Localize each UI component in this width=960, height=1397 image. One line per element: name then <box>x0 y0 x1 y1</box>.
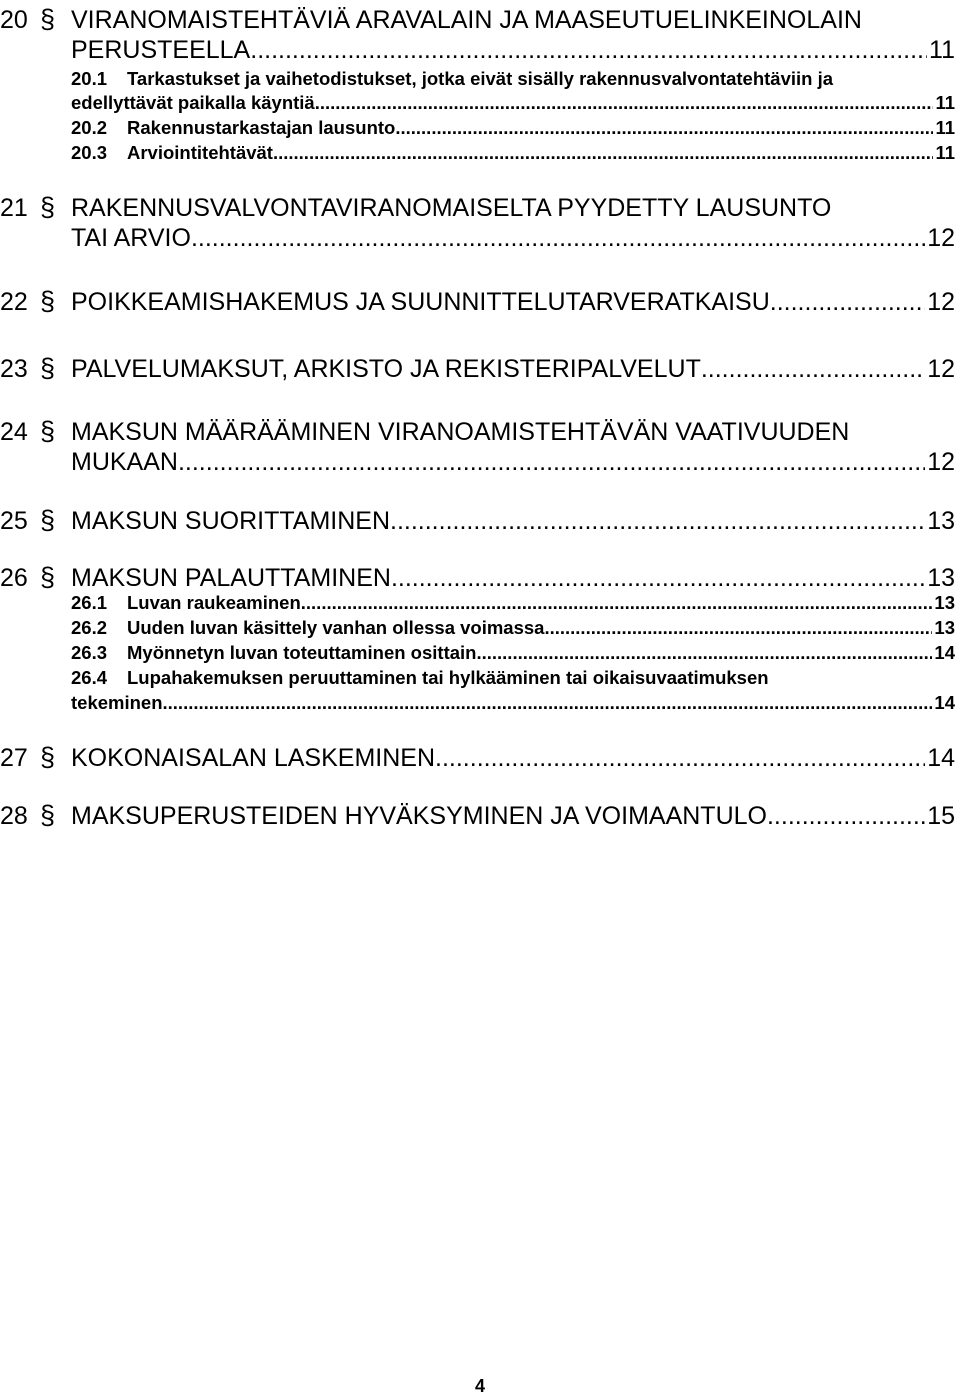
entry-title: MAKSUN MÄÄRÄÄMINEN VIRANOAMISTEHTÄVÄN VAATIVUUDEN <box>71 418 850 446</box>
section-sign-icon: § <box>40 353 56 383</box>
toc-entry-26-3[interactable] <box>71 642 955 664</box>
entry-title: VIRANOMAISTEHTÄVIÄ ARAVALAIN JA MAASEUTUELINKEINOLAIN <box>71 6 862 34</box>
toc-entry-26-1[interactable] <box>71 592 955 614</box>
page-ref: 15 <box>927 802 955 830</box>
entry-title: Lupahakemuksen peruuttaminen tai hylkääminen tai oikaisuvaatimuksen <box>127 667 769 688</box>
entry-title: MAKSUPERUSTEIDEN HYVÄKSYMINEN JA VOIMAANTULO <box>71 802 767 830</box>
dot-leader <box>435 744 925 773</box>
dot-leader <box>701 355 925 384</box>
dot-leader <box>476 642 932 664</box>
page-ref: 14 <box>934 642 955 663</box>
section-sign-icon: § <box>40 562 56 592</box>
section-number: 25 <box>0 507 28 535</box>
section-sign-icon: § <box>40 416 56 446</box>
entry-title-cont: edellyttävät paikalla käyntiä <box>71 92 315 113</box>
section-number: 20.1 <box>71 68 108 89</box>
section-sign-icon: § <box>40 742 56 772</box>
entry-title: Tarkastukset ja vaihetodistukset, jotka eivät sisälly rakennusvalvontatehtäviin ja <box>127 68 834 89</box>
toc-entry-26[interactable] <box>0 562 955 593</box>
toc-entry-22[interactable] <box>0 286 955 317</box>
section-number: 26 <box>0 564 28 592</box>
section-sign-icon: § <box>40 192 56 222</box>
dot-leader <box>315 92 934 114</box>
entry-title: PALVELUMAKSUT, ARKISTO JA REKISTERIPALVELUT <box>71 355 701 383</box>
toc-entry-24[interactable] <box>0 416 955 447</box>
section-number: 26.1 <box>71 592 108 613</box>
section-number: 26.2 <box>71 617 108 638</box>
page-number: 4 <box>474 1376 485 1396</box>
dot-leader <box>395 117 933 139</box>
section-number: 28 <box>0 802 28 830</box>
toc-entry-21-cont[interactable] <box>71 224 955 253</box>
section-number: 26.4 <box>71 667 108 688</box>
section-number: 24 <box>0 418 28 446</box>
section-number: 22 <box>0 288 28 316</box>
section-sign-icon: § <box>40 4 56 34</box>
dot-leader <box>191 224 925 253</box>
page-ref: 11 <box>935 142 955 163</box>
toc-entry-23[interactable] <box>0 353 955 384</box>
entry-title: POIKKEAMISHAKEMUS JA SUUNNITTELUTARVERATKAISU <box>71 288 770 316</box>
toc-entry-26-4-cont[interactable] <box>71 692 955 714</box>
dot-leader <box>273 142 933 164</box>
page-ref: 12 <box>927 448 955 476</box>
dot-leader <box>301 592 933 614</box>
toc-entry-20-2[interactable] <box>71 117 955 139</box>
section-sign-icon: § <box>40 505 56 535</box>
page-ref: 11 <box>935 92 955 113</box>
page-ref: 13 <box>927 564 955 592</box>
toc-entry-26-4[interactable] <box>71 667 955 689</box>
section-number: 27 <box>0 744 28 772</box>
toc-entry-20-1[interactable] <box>71 68 955 90</box>
toc-entry-20-3[interactable] <box>71 142 955 164</box>
page-ref: 12 <box>927 288 955 316</box>
section-number: 26.3 <box>71 642 108 663</box>
toc-entry-20-1-cont[interactable] <box>71 92 955 114</box>
toc-entry-20-cont[interactable] <box>71 36 955 65</box>
entry-title-cont: tekeminen <box>71 692 163 713</box>
entry-title-cont: PERUSTEELLA <box>71 36 251 64</box>
entry-title: Luvan raukeaminen <box>127 592 301 613</box>
page-ref: 11 <box>935 117 955 138</box>
entry-title-cont: TAI ARVIO <box>71 224 191 252</box>
dot-leader <box>770 288 925 317</box>
section-sign-icon: § <box>40 800 56 830</box>
dot-leader <box>767 802 925 831</box>
entry-title: Uuden luvan käsittely vanhan ollessa voimassa <box>127 617 545 638</box>
toc-entry-25[interactable] <box>0 505 955 536</box>
entry-title: KOKONAISALAN LASKEMINEN <box>71 744 436 772</box>
entry-title: Myönnetyn luvan toteuttaminen osittain <box>127 642 477 663</box>
page-ref: 12 <box>927 355 955 383</box>
section-sign-icon: § <box>40 286 56 316</box>
section-number: 20.3 <box>71 142 108 163</box>
toc-entry-20[interactable] <box>0 4 955 35</box>
section-number: 20.2 <box>71 117 108 138</box>
page-ref: 14 <box>927 744 955 772</box>
toc-entry-24-cont[interactable] <box>71 448 955 477</box>
entry-title: Rakennustarkastajan lausunto <box>127 117 396 138</box>
page-ref: 13 <box>934 617 955 638</box>
entry-title: MAKSUN PALAUTTAMINEN <box>71 564 391 592</box>
entry-title: RAKENNUSVALVONTAVIRANOMAISELTA PYYDETTY LAUSUNTO <box>71 194 832 222</box>
dot-leader <box>250 36 927 65</box>
page-ref: 11 <box>929 36 955 64</box>
dot-leader <box>544 617 932 639</box>
entry-title: MAKSUN SUORITTAMINEN <box>71 507 390 535</box>
dot-leader <box>178 448 925 477</box>
entry-title-cont: MUKAAN <box>71 448 178 476</box>
dot-leader <box>391 564 925 593</box>
toc-entry-21[interactable] <box>0 192 955 223</box>
entry-title: Arviointitehtävät <box>127 142 273 163</box>
toc-entry-27[interactable] <box>0 742 955 773</box>
page-ref: 13 <box>927 507 955 535</box>
section-number: 20 <box>0 6 28 34</box>
dot-leader <box>390 507 925 536</box>
page-ref: 14 <box>934 692 955 713</box>
toc-entry-28[interactable] <box>0 800 955 831</box>
toc-entry-26-2[interactable] <box>71 617 955 639</box>
section-number: 23 <box>0 355 28 383</box>
section-number: 21 <box>0 194 28 222</box>
dot-leader <box>163 692 933 714</box>
page-ref: 13 <box>934 592 955 613</box>
page-ref: 12 <box>927 224 955 252</box>
